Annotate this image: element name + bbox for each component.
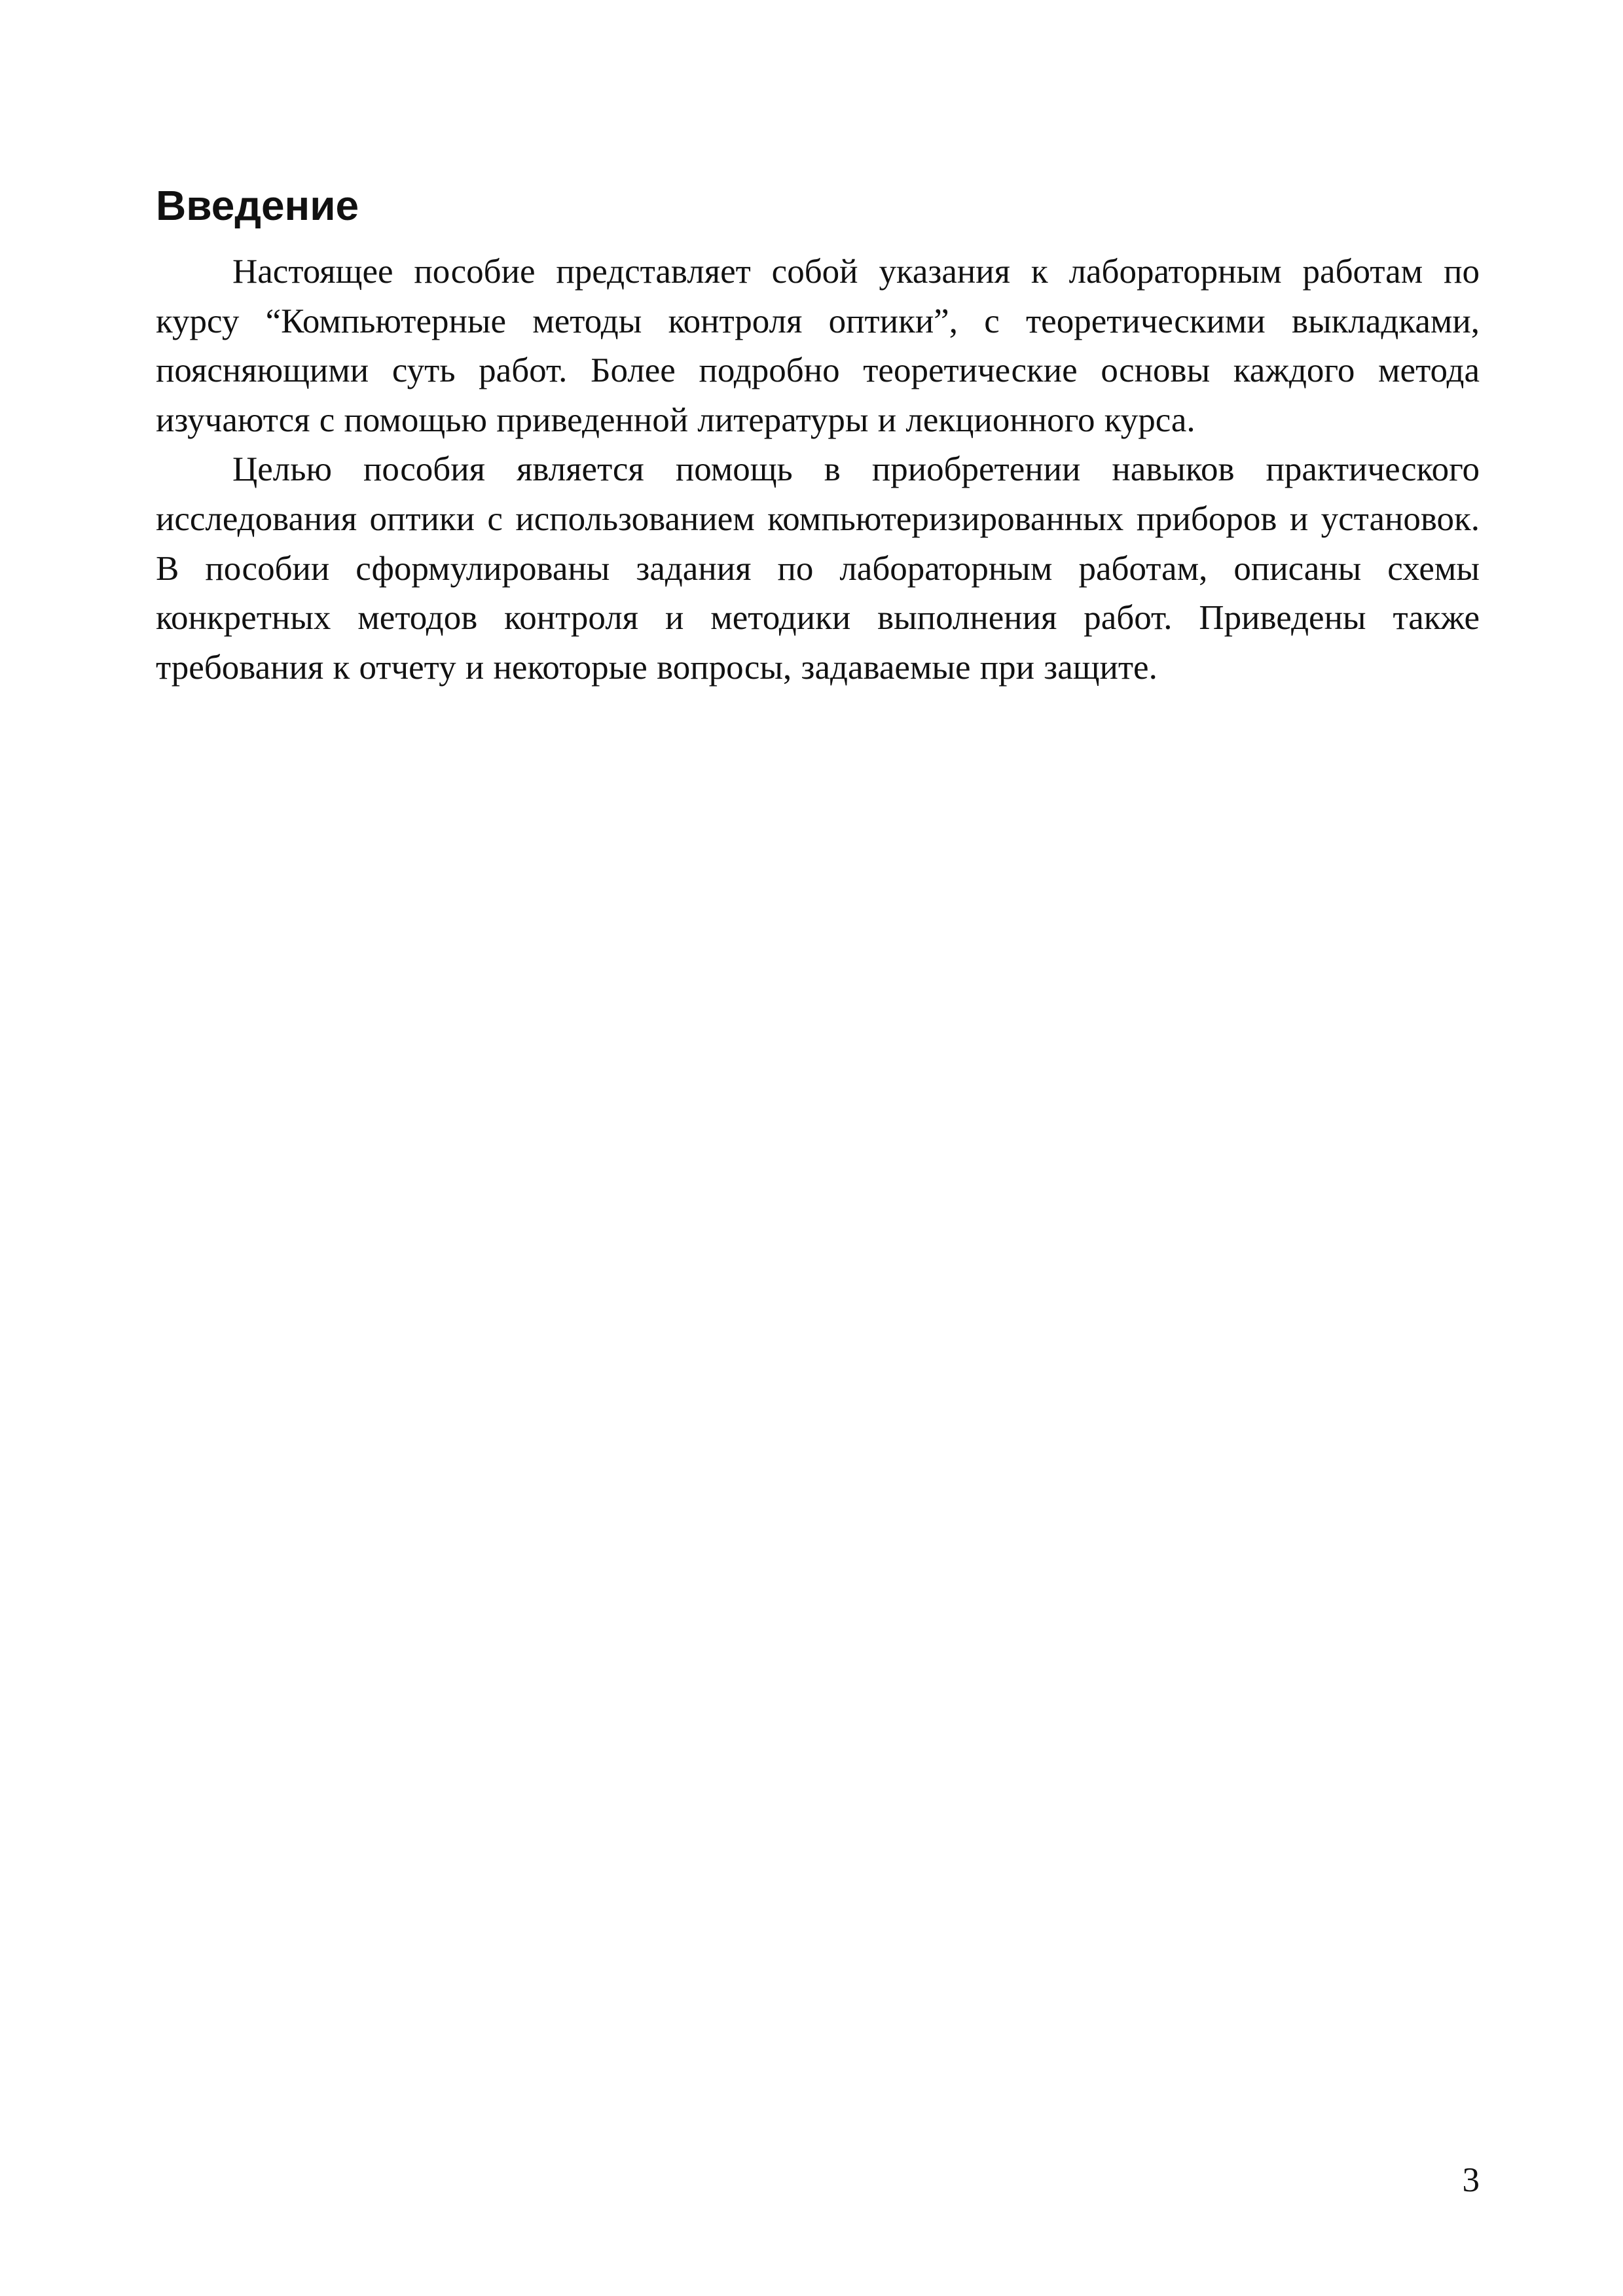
paragraph-intro: Настоящее пособие представляет собой указания к лабораторным работам по курсу “Компьютерные методы контроля оптики”, с теоретическими выкладками, поясняющими суть работ. Более подробно теоретические основы каждого метода изучаются с помощью приведенной литературы и лекционного курса. (156, 253, 1480, 439)
paragraph-purpose: Целью пособия является помощь в приобретении навыков практического исследования оптики с использованием компьютеризированных приборов и установок. В пособии сформулированы задания по лабораторным работам, описаны схемы конкретных методов контроля и методики выполнения работ. Приведены также требования к отчету и некоторые вопросы, задаваемые при защите. (156, 450, 1480, 687)
body-text (156, 247, 1480, 692)
page-number: 3 (1462, 2161, 1480, 2199)
section-heading: Введение (156, 182, 359, 229)
